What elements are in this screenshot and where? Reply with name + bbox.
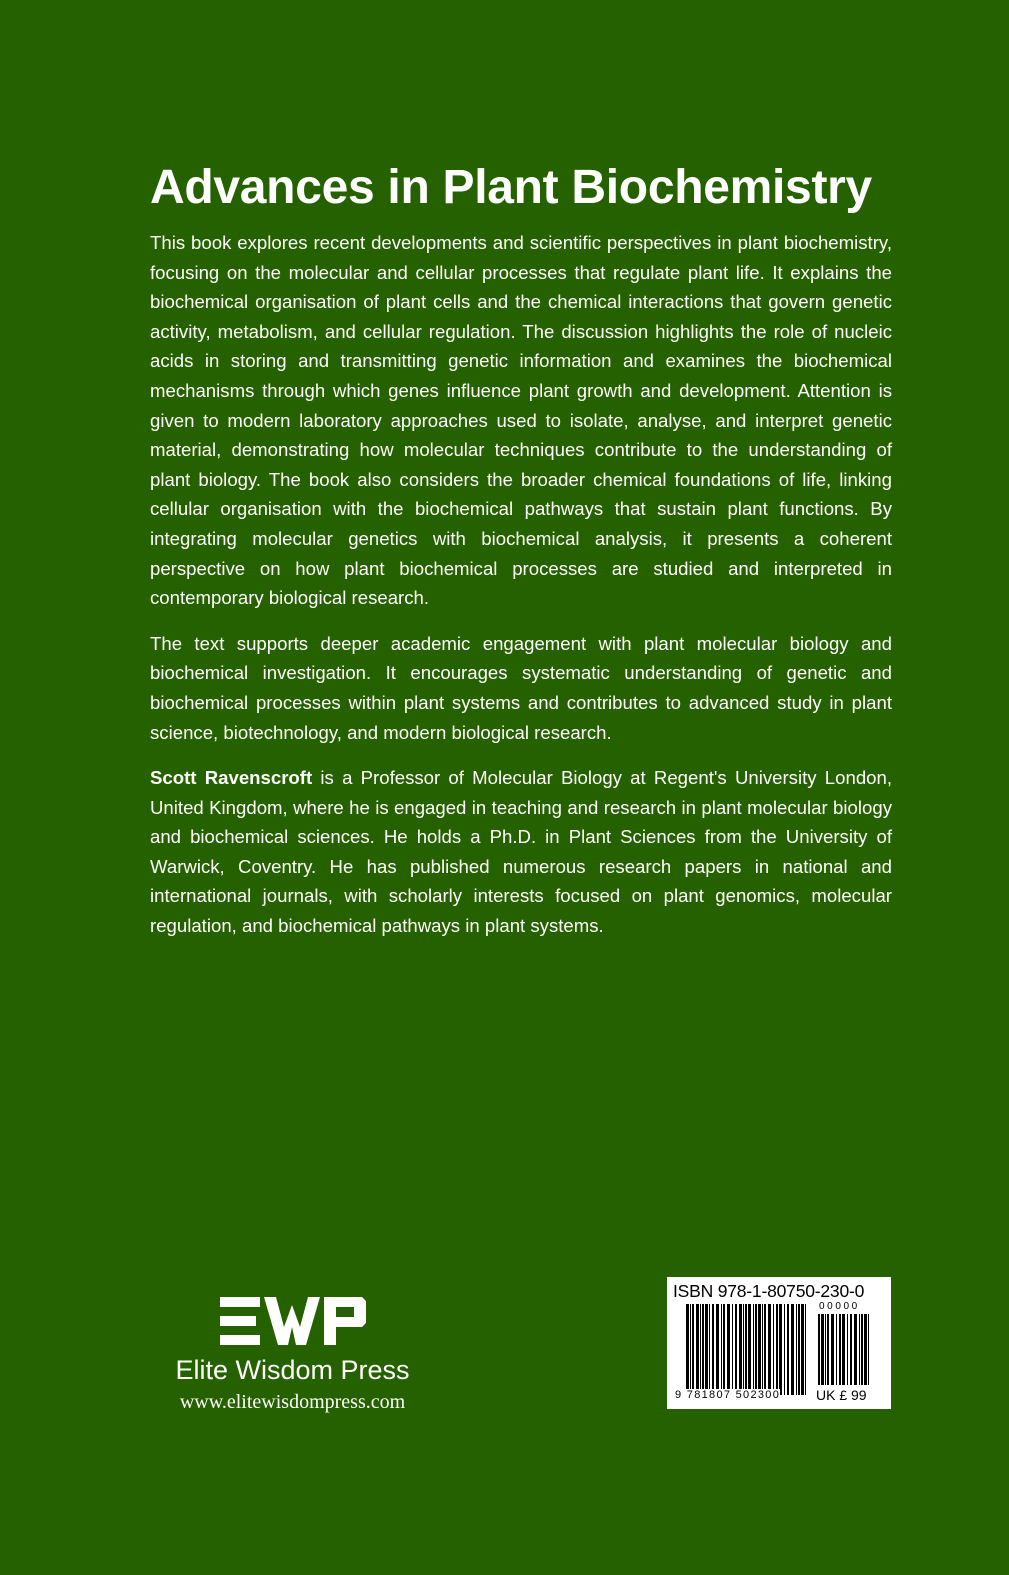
publisher-logo-block — [150, 1297, 435, 1415]
description-paragraph-1: This book explores recent developments and scientific perspectives in plant biochemistry, focusing on the molecular and cellular processes that regulate plant life. It explains the biochemical organisation of plant cells and the chemical interactions that govern genetic activity, metabolism, and cellular regulation. The discussion highlights the role of nucleic acids in storing and transmitting genetic information and examines the biochemical mechanisms through which genes influence plant growth and development. Attention is given to modern laboratory approaches used to isolate, analyse, and interpret genetic material, demonstrating how molecular techniques contribute to the understanding of plant biology. The book also considers the broader chemical foundations of life, linking cellular organisation with the biochemical pathways that sustain plant functions. By integrating molecular genetics with biochemical analysis, it presents a coherent perspective on how plant biochemical processes are studied and interpreted in contemporary biological research. — [150, 232, 892, 609]
isbn-barcode — [667, 1277, 891, 1409]
price-label: UK £ 99 — [816, 1387, 867, 1403]
author-bio-text: is a Professor of Molecular Biology at Regent's University London, United Kingdom, where he is engaged in teaching and research in plant molecular biology and biochemical sciences. He holds a Ph.D. in Plant Sciences from the University of Warwick, Coventry. He has published numerous research papers in national and international journals, with scholarly interests focused on plant genomics, molecular regulation, and biochemical pathways in plant systems. — [150, 767, 893, 937]
ewp-logo-icon — [220, 1297, 366, 1345]
barcode-digits: 9 781807 502300 — [675, 1389, 781, 1401]
publisher-website: www.elitewisdompress.com — [179, 1391, 406, 1413]
author-bio — [150, 763, 892, 941]
publisher-name: Elite Wisdom Press — [175, 1355, 410, 1385]
addon-digits: 00000 — [819, 1301, 860, 1312]
isbn-label: ISBN 978-1-80750-230-0 — [673, 1281, 865, 1301]
author-name: Scott Ravenscroft — [150, 767, 313, 789]
description-paragraph-2: The text supports deeper academic engagement with plant molecular biology and biochemical investigation. It encourages systematic understanding of genetic and biochemical processes within plant systems and contributes to advanced study in plant science, biotechnology, and modern biological research. — [150, 632, 892, 743]
back-cover-text — [150, 158, 892, 941]
book-title: Advances in Plant Biochemistry — [150, 161, 872, 214]
